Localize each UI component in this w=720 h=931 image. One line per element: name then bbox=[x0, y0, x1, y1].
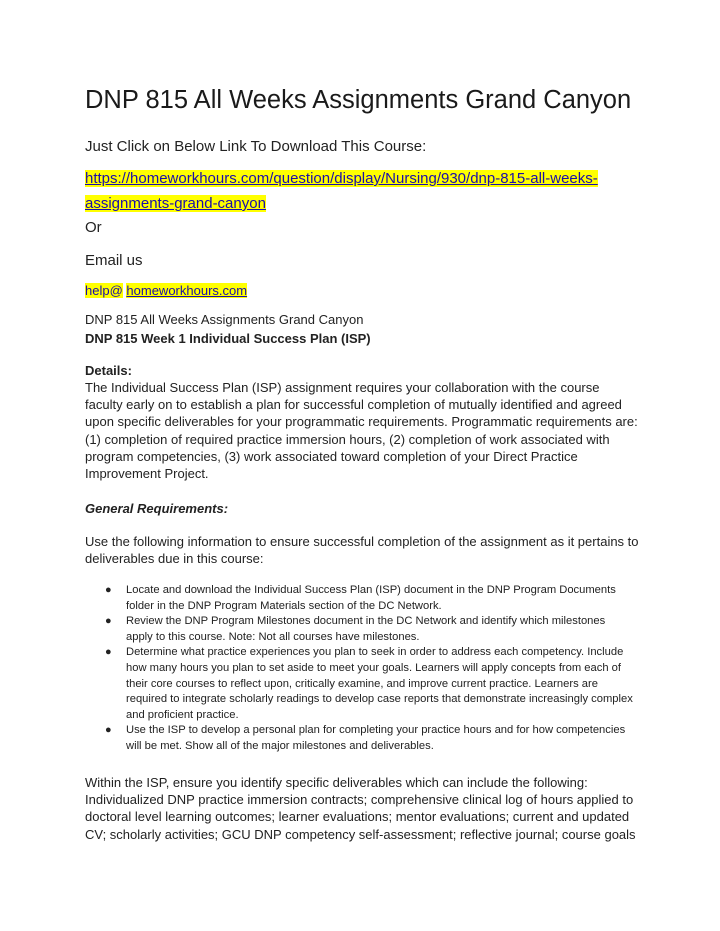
intro-text: Just Click on Below Link To Download This Course: bbox=[85, 138, 427, 155]
list-item-text: Review the DNP Program Milestones document in the DC Network and identify which milestones apply to this course. Note: Not all courses have milestones. bbox=[126, 615, 606, 643]
week-heading: DNP 815 Week 1 Individual Success Plan (ISP) bbox=[85, 331, 371, 346]
details-paragraph: The Individual Success Plan (ISP) assignment requires your collaboration with the course faculty early on to establish a plan for successful completion of mutually identified and agreed upon specific deliverables for your programmatic requirements. Programmatic requirements are: (1) completion of required practice immersion hours, (2) completion of work associated with program competencies, (3) work associated toward completion of your Direct Practice Improvement Project. bbox=[85, 380, 638, 482]
bullet-icon: ● bbox=[105, 615, 112, 628]
email-domain-link[interactable]: homeworkhours.com bbox=[126, 283, 248, 298]
email-address[interactable] bbox=[85, 283, 247, 298]
download-link-cont[interactable]: assignments-grand-canyon bbox=[85, 195, 266, 212]
email-user[interactable]: help@ bbox=[85, 283, 123, 298]
list-item-text: Locate and download the Individual Success Plan (ISP) document in the DNP Program Documents folder in the DNP Program Materials section of the DC Network. bbox=[126, 584, 616, 612]
download-link[interactable]: https://homeworkhours.com/question/display/Nursing/930/dnp-815-all-weeks- bbox=[85, 170, 598, 187]
or-text: Or bbox=[85, 219, 102, 236]
download-link-block bbox=[85, 166, 645, 216]
list-item-text: Use the ISP to develop a personal plan for completing your practice hours and for how competencies will be met. Show all of the major milestones and deliverables. bbox=[126, 724, 626, 752]
list-item bbox=[85, 645, 635, 723]
list-item bbox=[85, 583, 635, 614]
email-us-text: Email us bbox=[85, 252, 143, 269]
bullet-icon: ● bbox=[105, 646, 112, 659]
bullet-icon: ● bbox=[105, 724, 112, 737]
list-item bbox=[85, 723, 635, 754]
doc-subtitle: DNP 815 All Weeks Assignments Grand Canyon bbox=[85, 312, 364, 327]
page-title: DNP 815 All Weeks Assignments Grand Canyon bbox=[85, 86, 632, 114]
details-heading: Details: bbox=[85, 363, 132, 378]
general-requirements-heading: General Requirements: bbox=[85, 501, 229, 516]
closing-paragraph: Within the ISP, ensure you identify specific deliverables which can include the following: Individualized DNP practice immersion contracts; comprehensive clinical log of hours applied to doctoral level learning outcomes; learner evaluations; mentor evaluations; current and updated CV; scholarly activities; GCU DNP competency self-assessment; reflective journal; course goals bbox=[85, 775, 636, 842]
requirements-list bbox=[85, 583, 635, 755]
general-paragraph: Use the following information to ensure successful completion of the assignment as it pertains to deliverables due in this course: bbox=[85, 534, 639, 567]
list-item bbox=[85, 614, 635, 645]
list-item-text: Determine what practice experiences you plan to seek in order to address each competency. Include how many hours you plan to set aside to meet your goals. Learners will apply concepts from each of their core courses to reflect upon, critically examine, and improve current practice. Learners are required to integrate scholarly readings to develop case reports that demonstrate increasingly complex and proficient practice. bbox=[126, 646, 633, 721]
bullet-icon: ● bbox=[105, 584, 112, 596]
